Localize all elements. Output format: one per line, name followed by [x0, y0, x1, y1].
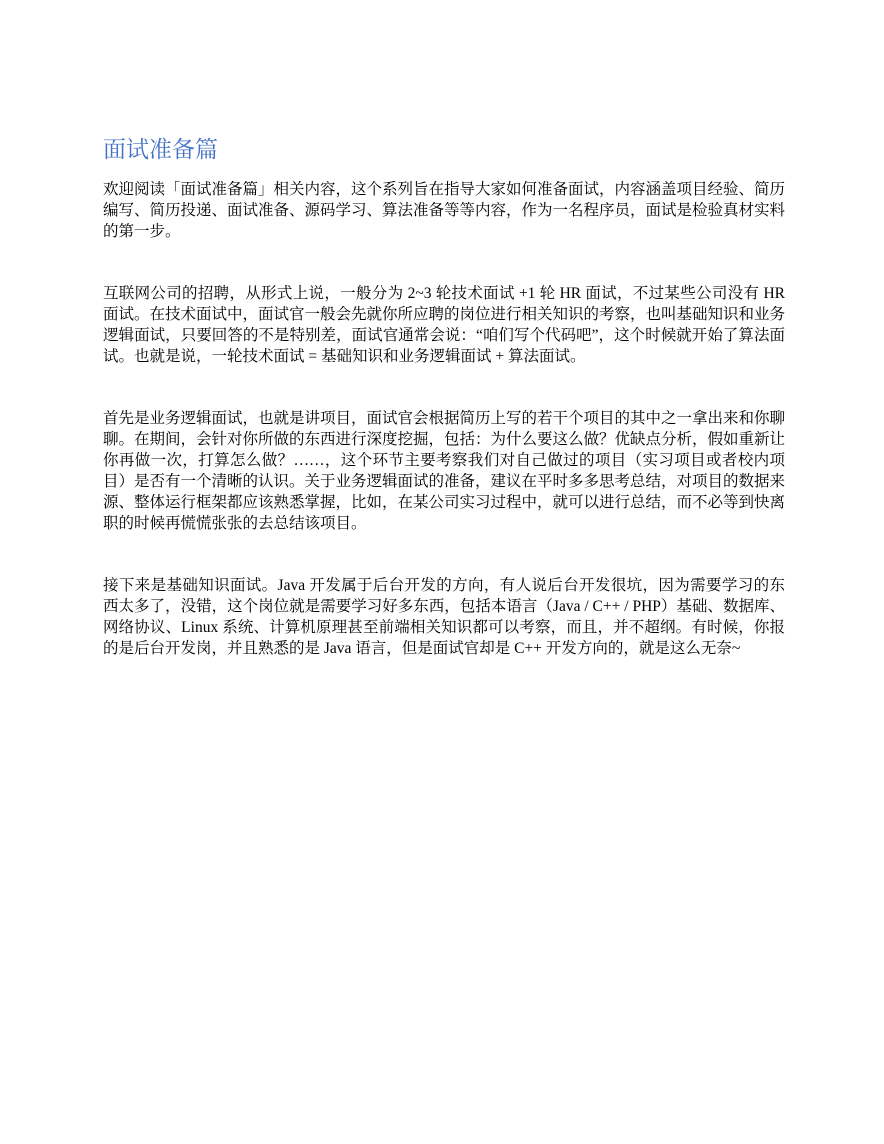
paragraph-business-logic-interview: 首先是业务逻辑面试，也就是讲项目，面试官会根据简历上写的若干个项目的其中之一拿出来和你聊聊。在期间，会针对你所做的东西进行深度挖掘，包括：为什么要这么做？优缺点分析，假如重新让你再做一次，打算怎么做？……，这个环节主要考察我们对自己做过的项目（实习项目或者校内项目）是否有一个清晰的认识。关于业务逻辑面试的准备，建议在平时多多思考总结，对项目的数据来源、整体运行框架都应该熟悉掌握，比如，在某公司实习过程中，就可以进行总结，而不必等到快离职的时候再慌慌张张的去总结该项目。 — [103, 410, 786, 532]
paragraph-interview-rounds: 互联网公司的招聘，从形式上说，一般分为 2~3 轮技术面试 +1 轮 HR 面试，不过某些公司没有 HR 面试。在技术面试中，面试官一般会先就你所应聘的岗位进行相关知识的考察，也叫基础知识和业务逻辑面试，只要回答的不是特别差，面试官通常会说：“咱们写个代码吧”，这个时候就开始了算法面试。也就是说，一轮技术面试 = 基础知识和业务逻辑面试 + 算法面试。 — [103, 285, 786, 365]
paragraph-basic-knowledge-interview: 接下来是基础知识面试。Java 开发属于后台开发的方向，有人说后台开发很坑，因为需要学习的东西太多了，没错，这个岗位就是需要学习好多东西，包括本语言（Java / C++ / PHP）基础、数据库、网络协议、Linux 系统、计算机原理甚至前端相关知识都可以考察，而且，并不超纲。有时候，你报的是后台开发岗，并且熟悉的是 Java 语言，但是面试官却是 C++ 开发方向的，就是这么无奈~ — [103, 577, 785, 657]
page-title: 面试准备篇 — [103, 137, 218, 162]
paragraph-intro: 欢迎阅读「面试准备篇」相关内容，这个系列旨在指导大家如何准备面试，内容涵盖项目经验、简历编写、简历投递、面试准备、源码学习、算法准备等等内容，作为一名程序员，面试是检验真材实料的第一步。 — [103, 181, 786, 240]
